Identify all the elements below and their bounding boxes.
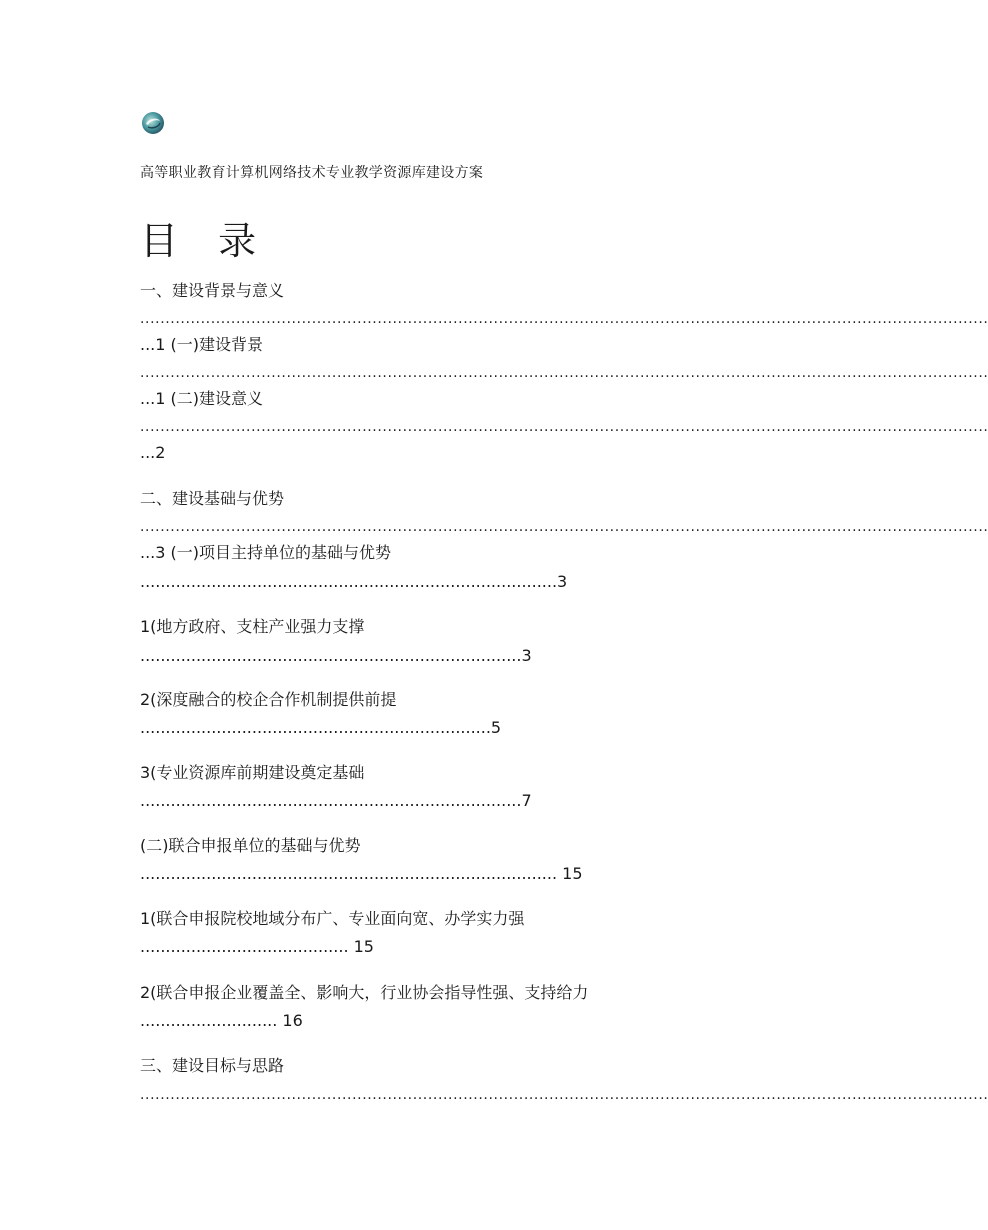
toc-dot-leader: ........................................................................................................................................................................ <box>140 1087 988 1103</box>
toc-dot-leader-page: ......................................... 15 <box>140 937 374 956</box>
toc-entry-2-2[interactable]: (二)联合申报单位的基础与优势 <box>140 836 361 855</box>
toc-dot-leader: ........................................................................................................................................................................ <box>140 311 988 327</box>
toc-dot-leader: ........................................................................................................................................................................ <box>140 365 988 381</box>
toc-dot-leader-page: .....................................................................5 <box>140 718 502 737</box>
toc-entry-section-3[interactable]: 三、建设目标与思路 <box>140 1056 285 1075</box>
logo-icon <box>140 110 166 136</box>
toc-entry-2-1[interactable]: ...3 (一)项目主持单位的基础与优势 <box>140 543 392 562</box>
toc-dot-leader-page: .................................................................................. 15 <box>140 864 583 883</box>
toc-heading: 目 录 <box>140 219 271 263</box>
toc-entry-1-2[interactable]: ...1 (二)建设意义 <box>140 389 264 408</box>
toc-entry-2-1-1[interactable]: 1(地方政府、支柱产业强力支撑 <box>140 617 365 636</box>
toc-entry-2-2-1[interactable]: 1(联合申报院校地域分布广、专业面向宽、办学实力强 <box>140 909 525 928</box>
toc-dot-leader-page: ...........................................................................7 <box>140 791 532 810</box>
toc-page-number: ...2 <box>140 443 166 462</box>
toc-entry-section-2[interactable]: 二、建设基础与优势 <box>140 489 285 508</box>
toc-dot-leader: ........................................................................................................................................................................ <box>140 419 988 435</box>
toc-dot-leader-page: ...........................................................................3 <box>140 646 532 665</box>
toc-dot-leader-page: ........................... 16 <box>140 1011 303 1030</box>
toc-entry-section-1[interactable]: 一、建设背景与意义 <box>140 281 285 300</box>
toc-entry-1-1[interactable]: ...1 (一)建设背景 <box>140 335 264 354</box>
toc-dot-leader-page: ..................................................................................3 <box>140 572 568 591</box>
toc-entry-2-2-2[interactable]: 2(联合申报企业覆盖全、影响大，行业协会指导性强、支持给力 <box>140 983 589 1002</box>
toc-dot-leader: ........................................................................................................................................................................ <box>140 519 988 535</box>
toc-entry-2-1-3[interactable]: 3(专业资源库前期建设奠定基础 <box>140 763 365 782</box>
document-title: 高等职业教育计算机网络技术专业教学资源库建设方案 <box>140 165 484 181</box>
toc-entry-2-1-2[interactable]: 2(深度融合的校企合作机制提供前提 <box>140 690 397 709</box>
